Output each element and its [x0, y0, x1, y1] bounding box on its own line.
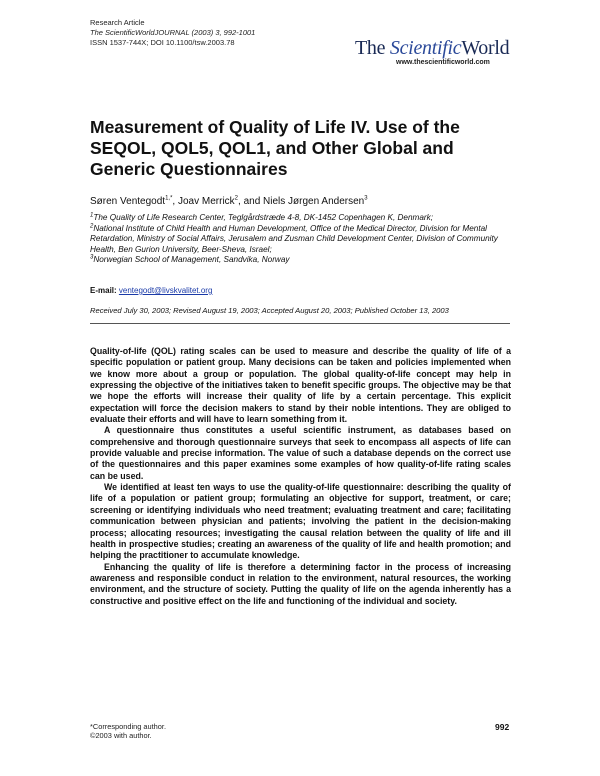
affiliation [90, 213, 520, 224]
corresponding-note: *Corresponding author. [90, 722, 167, 731]
author-name: Niels Jørgen Andersen [263, 196, 365, 207]
issn-doi: ISSN 1537-744X; DOI 10.1100/tsw.2003.78 [90, 38, 235, 47]
affiliation-text: National Institute of Child Health and Human Development, Office of the Medical Director, Division for Mental Retardation, Ministry of Social Affairs, Jerusalem and Zusman Child Development Center, Division of Community Health, Ben Gurion University, Beer-Sheva, Israel; [90, 223, 498, 254]
abstract-paragraph: We identified at least ten ways to use the quality-of-life questionnaire: describing the quality of life of a population or patient group; formulating an objective for support, treatment, or care; screening or identifying individuals who need treatment; evaluating treatment and care; facilitating communication between physician and patients; involving the patient in the decision-making process; allocating resources; investigating the causal relation between the quality of life and ill health in prospective studies; creating an awareness of the quality of life and health promotion; and helping the practitioner to accumulate knowledge. [90, 482, 511, 561]
paper-title: Measurement of Quality of Life IV. Use of the SEQOL, QOL5, QOL1, and Other Global and Generic Questionnaires [90, 117, 460, 179]
footnote [90, 722, 166, 740]
author-separator: , and [238, 196, 264, 207]
affiliation [90, 224, 520, 256]
article-type: Research Article [90, 18, 145, 27]
email-link[interactable]: ventegodt@livskvalitet.org [118, 286, 213, 295]
affiliations [90, 213, 520, 266]
affiliation [90, 255, 520, 266]
abstract [90, 346, 511, 607]
email-label: E-mail: [90, 286, 119, 295]
corresponding-mark: * [170, 195, 173, 202]
journal-citation: The ScientificWorldJOURNAL (2003) 3, 992-1001 [90, 28, 256, 37]
logo-url: www.thescientificworld.com [396, 59, 490, 66]
contact-email [90, 286, 212, 295]
author-affil-ref: 3 [364, 195, 368, 202]
author-name: Søren Ventegodt [90, 196, 166, 207]
journal-logo [355, 37, 515, 73]
journal-header [90, 18, 255, 48]
affiliation-number: 1 [90, 212, 94, 219]
author-list [90, 196, 368, 207]
publication-dates: Received July 30, 2003; Revised August 19, 2003; Accepted August 20, 2003; Published October 13, 2003 [90, 306, 449, 315]
author-affil-ref: 2 [234, 195, 239, 202]
affiliation-number: 3 [90, 254, 94, 261]
author-affil-ref: 1, [165, 195, 171, 202]
logo-wordmark [355, 37, 509, 60]
logo-world: World [461, 37, 510, 59]
logo-scientific: Scientific [389, 37, 462, 59]
abstract-paragraph: Enhancing the quality of life is therefore a determining factor in the process of increasing awareness and responsible conduct in relation to the environment, natural resources, the working environment, and the structure of society. Putting the quality of life on the agenda inherently has a constructive and positive effect on the life and functioning of the individual and society. [90, 561, 511, 606]
abstract-paragraph: Quality-of-life (QOL) rating scales can be used to measure and describe the quality of life of a specific population or patient group. Many decisions can be taken and policies implemented when we know more about a group or population. The global quality-of-life concept may help in expressing the objective of the initiatives taken to benefit specific groups. The objective may be that we hope the efforts will increase their quality of life by a certain percentage. This explicit expectation will force the decision makers to stand by their noble intentions. They are obliged to evaluate their efforts and will have to learn something from it. [90, 346, 511, 425]
affiliation-number: 2 [90, 222, 94, 229]
abstract-paragraph: A questionnaire thus constitutes a useful scientific instrument, as databases based on comprehensive and thorough questionnaire surveys that seek to encompass all aspects of life can provide valuable and precise information. The value of such a database depends on the correct use of the questionnaires and this paper examines some examples of how quality-of-life rating scales can be used. [90, 425, 511, 481]
affiliation-text: The Quality of Life Research Center, Teglgårdstræde 4-8, DK-1452 Copenhagen K, Denmark; [93, 213, 434, 222]
author-separator: , [172, 196, 178, 207]
copyright-note: ©2003 with author. [90, 731, 152, 741]
logo-the: The [355, 37, 390, 59]
page-number: 992 [495, 722, 510, 732]
affiliation-text: Norwegian School of Management, Sandvika, Norway [93, 255, 290, 265]
author-name: Joav Merrick [177, 196, 235, 207]
header-divider [90, 323, 510, 324]
